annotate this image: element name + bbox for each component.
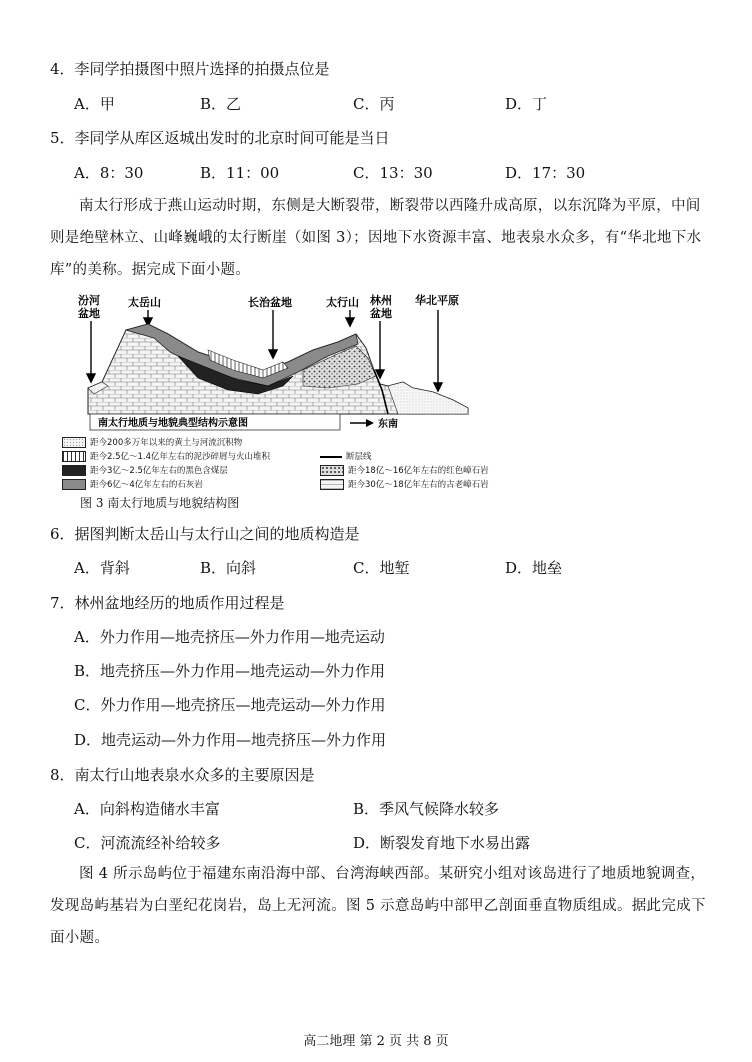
question-6-stem: 6．据图判断太岳山与太行山之间的地质构造是	[50, 525, 360, 543]
label-linzhou-2: 盆地	[370, 307, 392, 320]
question-4-stem: 4．李同学拍摄图中照片选择的拍摄点位是	[50, 60, 330, 78]
q7-option-c[interactable]: C．外力作用—地壳挤压—地壳运动—外力作用	[74, 696, 386, 714]
q7-option-a[interactable]: A．外力作用—地壳挤压—外力作用—地壳运动	[74, 628, 385, 646]
q7-option-d[interactable]: D．地壳运动—外力作用—地壳挤压—外力作用	[74, 731, 387, 749]
legend-item-clastic: 距今2.5亿～1.4亿年左右的泥沙碎屑与火山堆积	[62, 450, 270, 462]
figure-caption: 图 3 南太行地质与地貌结构图	[80, 496, 240, 510]
q5-option-a[interactable]: A．8：30	[74, 164, 144, 182]
legend-item-ancient-rock: 距今30亿～18亿年左右的古老嶂石岩	[320, 478, 489, 490]
q6-option-a[interactable]: A．背斜	[74, 559, 130, 577]
passage-taihang: 南太行形成于燕山运动时期，东侧是大断裂带，断裂带以西隆升成高原，以东沉降为平原，中间则是绝壁林立、山峰巍峨的太行断崖（如图 3）；因地下水资源丰富、地表泉水众多，有“华北地下水库”的美称。据完成下面小题。	[50, 198, 702, 278]
legend-item-fault: 断层线	[320, 450, 372, 462]
q8-option-c[interactable]: C．河流流经补给较多	[74, 834, 221, 852]
q5-option-b[interactable]: B．11：00	[200, 164, 280, 182]
q4-option-c[interactable]: C．丙	[353, 95, 395, 113]
q5-option-c[interactable]: C．13：30	[353, 164, 433, 182]
q8-option-d[interactable]: D．断裂发育地下水易出露	[353, 834, 531, 852]
label-linzhou-1: 林州	[370, 294, 392, 307]
label-fenhe-2: 盆地	[78, 307, 100, 320]
figure-3	[58, 290, 489, 510]
q8-option-b[interactable]: B．季风气候降水较多	[353, 800, 500, 818]
question-7-stem: 7．林州盆地经历的地质作用过程是	[50, 594, 285, 612]
direction-label: 东南	[378, 419, 398, 430]
q6-option-c[interactable]: C．地堑	[353, 559, 410, 577]
page-footer: 高二地理 第 2 页 共 8 页	[303, 1034, 449, 1049]
question-5-stem: 5．李同学从库区返城出发时的北京时间可能是当日	[50, 129, 390, 147]
legend-item-coal: 距今3亿～2.5亿年左右的黑色含煤层	[62, 464, 228, 476]
q4-option-b[interactable]: B．乙	[200, 95, 242, 113]
q4-option-a[interactable]: A．甲	[74, 95, 115, 113]
q7-option-b[interactable]: B．地壳挤压—外力作用—地壳运动—外力作用	[74, 662, 386, 680]
q8-option-a[interactable]: A．向斜构造储水丰富	[74, 800, 220, 818]
legend-item-red-rock: 距今18亿～16亿年左右的红色嶂石岩	[320, 464, 489, 476]
passage-island: 图 4 所示岛屿位于福建东南沿海中部、台湾海峡西部。某研究小组对该岛进行了地质地貌调查，发现岛屿基岩为白垩纪花岗岩，岛上无河流。图 5 示意岛屿中部甲乙剖面垂直物质组成。据此完成下面小题。	[50, 866, 706, 946]
q5-option-d[interactable]: D．17：30	[505, 164, 586, 182]
label-huabei: 华北平原	[415, 294, 459, 307]
label-taihang: 太行山	[326, 296, 359, 309]
legend-item-limestone: 距今6亿～4亿年左右的石灰岩	[62, 478, 203, 490]
label-changzhi: 长治盆地	[248, 296, 292, 309]
label-taiyue: 太岳山	[128, 296, 161, 309]
label-fenhe-1: 汾河	[78, 294, 100, 307]
figure-inner-title: 南太行地质与地貌典型结构示意图	[98, 418, 248, 429]
q6-option-b[interactable]: B．向斜	[200, 559, 257, 577]
legend-item-loess: 距今200多万年以来的黄土与河流沉积物	[62, 436, 242, 448]
q4-option-d[interactable]: D．丁	[505, 95, 548, 113]
geology-cross-section	[58, 290, 478, 510]
q6-option-d[interactable]: D．地垒	[505, 559, 563, 577]
question-8-stem: 8．南太行山地表泉水众多的主要原因是	[50, 766, 315, 784]
